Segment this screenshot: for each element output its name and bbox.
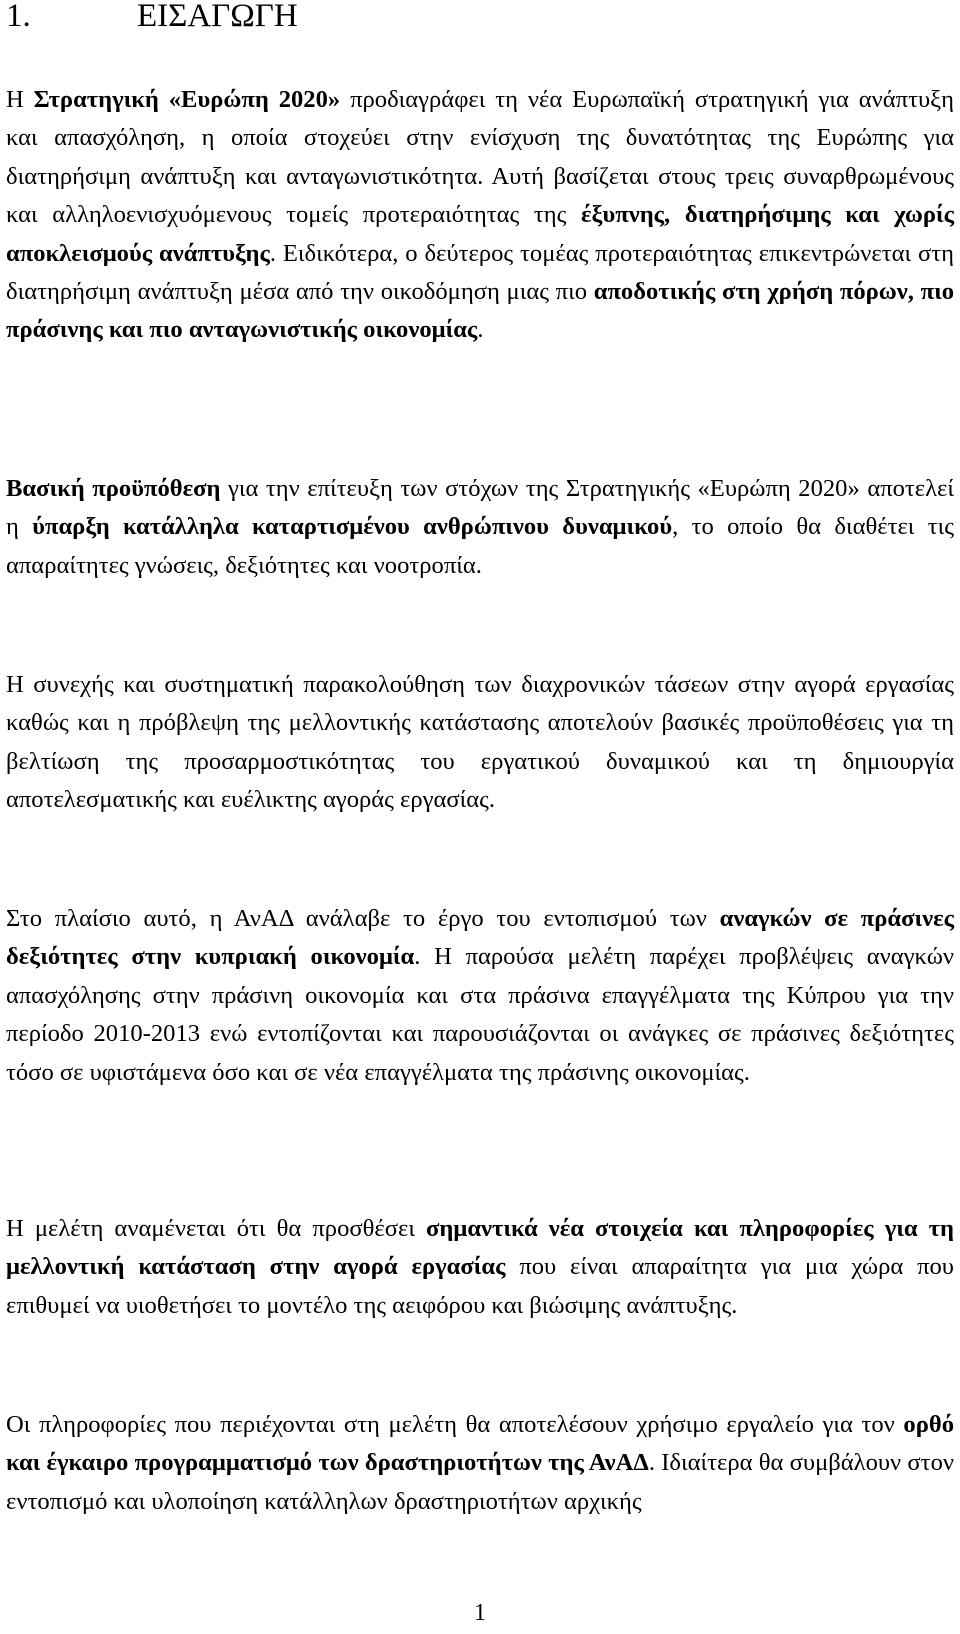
- text-run: που είναι απαραίτητα για μια χώρα που επιθυμεί να υιοθετήσει το μοντέλο της αειφόρου και βιώσιμης ανάπτυξης.: [6, 1253, 954, 1319]
- text-run: Η: [6, 86, 34, 113]
- bold-text-run: αναγκών σε πράσινες δεξιότητες στην κυπριακή οικονομία: [6, 905, 954, 971]
- bold-text-run: ορθό και έγκαιρο προγραμματισμό των δραστηριοτήτων της ΑνΑΔ: [6, 1411, 954, 1477]
- paragraph: [6, 666, 954, 820]
- text-run: . Η παρούσα μελέτη παρέχει προβλέψεις αναγκών απασχόλησης στην πράσινη οικονομία και στα πράσινα επαγγέλματα της Κύπρου για την περίοδο 2010-2013 ενώ εντοπίζονται και παρουσιάζονται οι ανάγκες σε πράσινες δεξιότητες τόσο σε υφιστάμενα όσο και σε νέα επαγγέλματα της πράσινης οικονομίας.: [6, 943, 954, 1086]
- paragraph: [6, 470, 954, 585]
- page-number: 1: [474, 1600, 486, 1626]
- paragraph: [6, 81, 954, 350]
- paragraph: [6, 1406, 954, 1521]
- paragraph: [6, 1210, 954, 1325]
- section-heading: [6, 0, 298, 36]
- bold-text-run: ύπαρξη κατάλληλα καταρτισμένου ανθρώπινου δυναμικού: [32, 513, 673, 541]
- text-run: . Ιδιαίτερα θα συμβάλουν στον εντοπισμό και υλοποίηση κατάλληλων δραστηριοτήτων αρχικής: [6, 1449, 954, 1515]
- section-title: ΕΙΣΑΓΩΓΗ: [137, 0, 298, 34]
- text-run: για την επίτευξη των στόχων της Στρατηγικής «Ευρώπη 2020» αποτελεί η: [6, 475, 954, 541]
- section-number: 1.: [6, 0, 31, 34]
- bold-text-run: σημαντικά νέα στοιχεία και πληροφορίες για τη μελλοντική κατάσταση στην αγορά εργασίας: [6, 1215, 954, 1281]
- bold-text-run: Στρατηγική «Ευρώπη 2020»: [33, 86, 341, 113]
- text-run: Στο πλαίσιο αυτό, η ΑνΑΔ ανάλαβε το έργο του εντοπισμού των: [6, 905, 720, 932]
- text-run: , το οποίο θα διαθέτει τις απαραίτητες γνώσεις, δεξιότητες και νοοτροπία.: [6, 513, 954, 579]
- text-run: προδιαγράφει τη νέα Ευρωπαϊκή στρατηγική για ανάπτυξη και απασχόληση, η οποία στοχεύει στην ενίσχυση της δυνατότητας της Ευρώπης για διατηρήσιμη ανάπτυξη και ανταγωνιστικότητα. Αυτή βασίζεται στους τρεις συναρθρωμένους και αλληλοενισχυόμενους τομείς προτεραιότητας της: [6, 86, 954, 229]
- paragraph: [6, 900, 954, 1092]
- bold-text-run: αποδοτικής στη χρήση πόρων, πιο πράσινης και πιο ανταγωνιστικής οικονομίας: [6, 278, 955, 344]
- text-run: Η μελέτη αναμένεται ότι θα προσθέσει: [6, 1215, 427, 1242]
- text-run: .: [477, 316, 484, 344]
- bold-text-run: έξυπνης, διατηρήσιμης και χωρίς αποκλεισμούς ανάπτυξης: [6, 201, 954, 267]
- text-run: . Ειδικότερα, ο δεύτερος τομέας προτεραιότητας επικεντρώνεται στη διατηρήσιμη ανάπτυξη μέσα από την οικοδόμηση μιας πιο: [6, 239, 954, 306]
- bold-text-run: Βασική προϋπόθεση: [6, 475, 221, 502]
- text-run: Η συνεχής και συστηματική παρακολούθηση των διαχρονικών τάσεων στην αγορά εργασίας καθώς και η πρόβλεψη της μελλοντικής κατάστασης αποτελούν βασικές προϋποθέσεις για τη βελτίωση της προσαρμοστικότητας του εργατικού δυναμικού και τη δημιουργία αποτελεσματικής και ευέλικτης αγοράς εργασίας.: [6, 671, 954, 814]
- text-run: Οι πληροφορίες που περιέχονται στη μελέτη θα αποτελέσουν χρήσιμο εργαλείο για τον: [6, 1411, 904, 1438]
